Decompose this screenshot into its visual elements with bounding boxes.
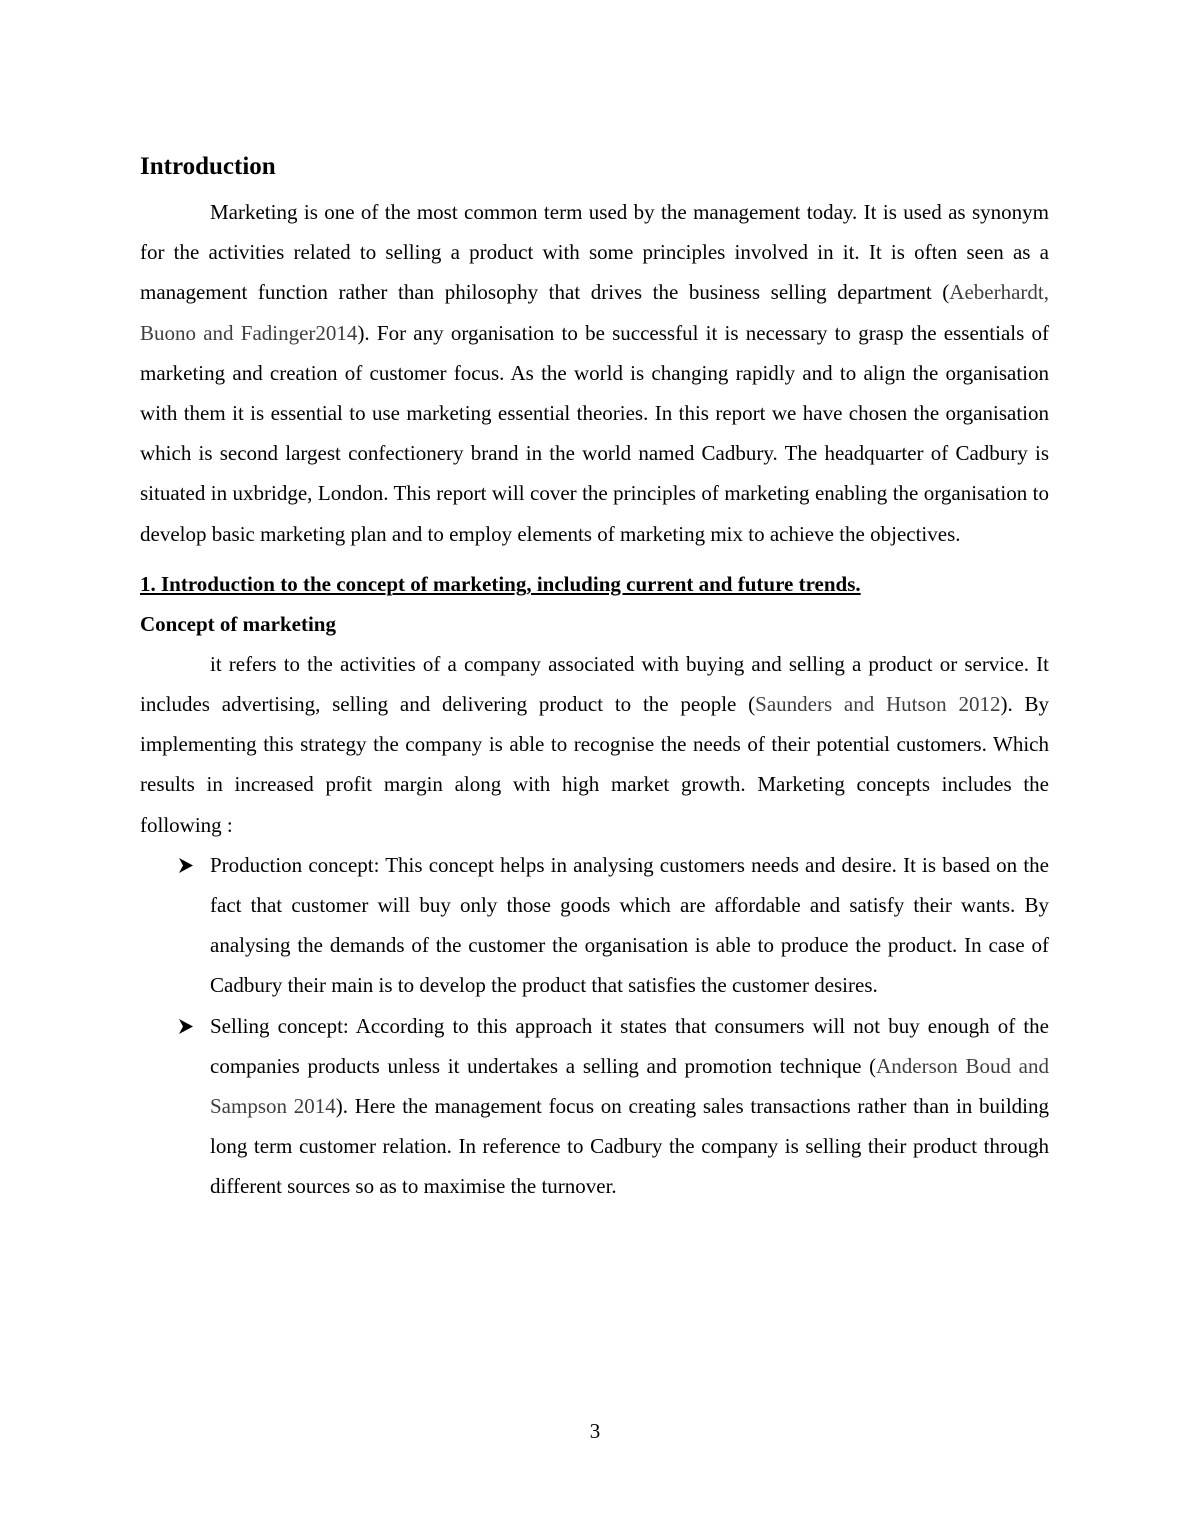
arrow-bullet-icon [176, 1006, 196, 1046]
marketing-concepts-list [140, 845, 1049, 1207]
citation-saunders: Saunders and Hutson 2012 [755, 692, 1001, 717]
production-concept-text: Production concept: This concept helps in analysing customers needs and desire. It is based on the fact that customer will buy only those goods which are affordable and satisfy their wants. By analysing the demands of the customer the organisation is able to produce the product. In case of Cadbury their main is to develop the product that satisfies the customer desires. [210, 852, 1049, 998]
introduction-paragraph [140, 192, 1049, 554]
citation-anderson: Anderson Boud and Sampson 2014 [210, 1053, 1050, 1119]
concept-text-part-1: it refers to the activities of a company associated with buying and selling a product or service. It includes advertising, selling and delivering product to the people ( [140, 651, 1049, 717]
list-item-selling-concept [140, 1006, 1049, 1207]
intro-text-part-2: ). For any organisation to be successful it is necessary to grasp the essentials of marketing and creation of customer focus. As the world is changing rapidly and to align the organisation with them it is essential to use marketing essential theories. In this report we have chosen the organisation which is second largest confectionery brand in the world named Cadbury. The headquarter of Cadbury is situated in uxbridge, London. This report will cover the principles of marketing enabling the organisation to develop basic marketing plan and to employ elements of marketing mix to achieve the objectives. [140, 320, 1049, 546]
document-page [140, 150, 1049, 1207]
list-item-production-concept [140, 845, 1049, 1006]
selling-concept-text-part-2: ). Here the management focus on creating sales transactions rather than in building long term customer relation. In reference to Cadbury the company is selling their product through different sources so as to maximise the turnover. [210, 1094, 1049, 1199]
page-number: 3 [589, 1419, 601, 1443]
concept-of-marketing-subtitle: Concept of marketing [140, 611, 336, 636]
concept-text-part-2: ). By implementing this strategy the company is able to recognise the needs of their potential customers. Which results in increased profit margin along with high market growth. Marketing concepts includes the following : [140, 692, 1049, 837]
concept-paragraph [140, 644, 1049, 845]
arrow-bullet-icon [176, 845, 196, 885]
selling-concept-text-part-1: Selling concept: According to this approach it states that consumers will not buy enough of the companies products unless it undertakes a selling and promotion technique ( [210, 1013, 1049, 1078]
introduction-heading: Introduction [140, 153, 276, 180]
section-1-title: 1. Introduction to the concept of marketing, including current and future trends. [140, 571, 861, 596]
citation-aeberhardt: Aeberhardt, Buono and Fadinger2014 [140, 280, 1049, 345]
intro-text-part-1: Marketing is one of the most common term used by the management today. It is used as synonym for the activities related to selling a product with some principles involved in it. It is often seen as a management function rather than philosophy that drives the business selling department ( [140, 200, 1049, 305]
